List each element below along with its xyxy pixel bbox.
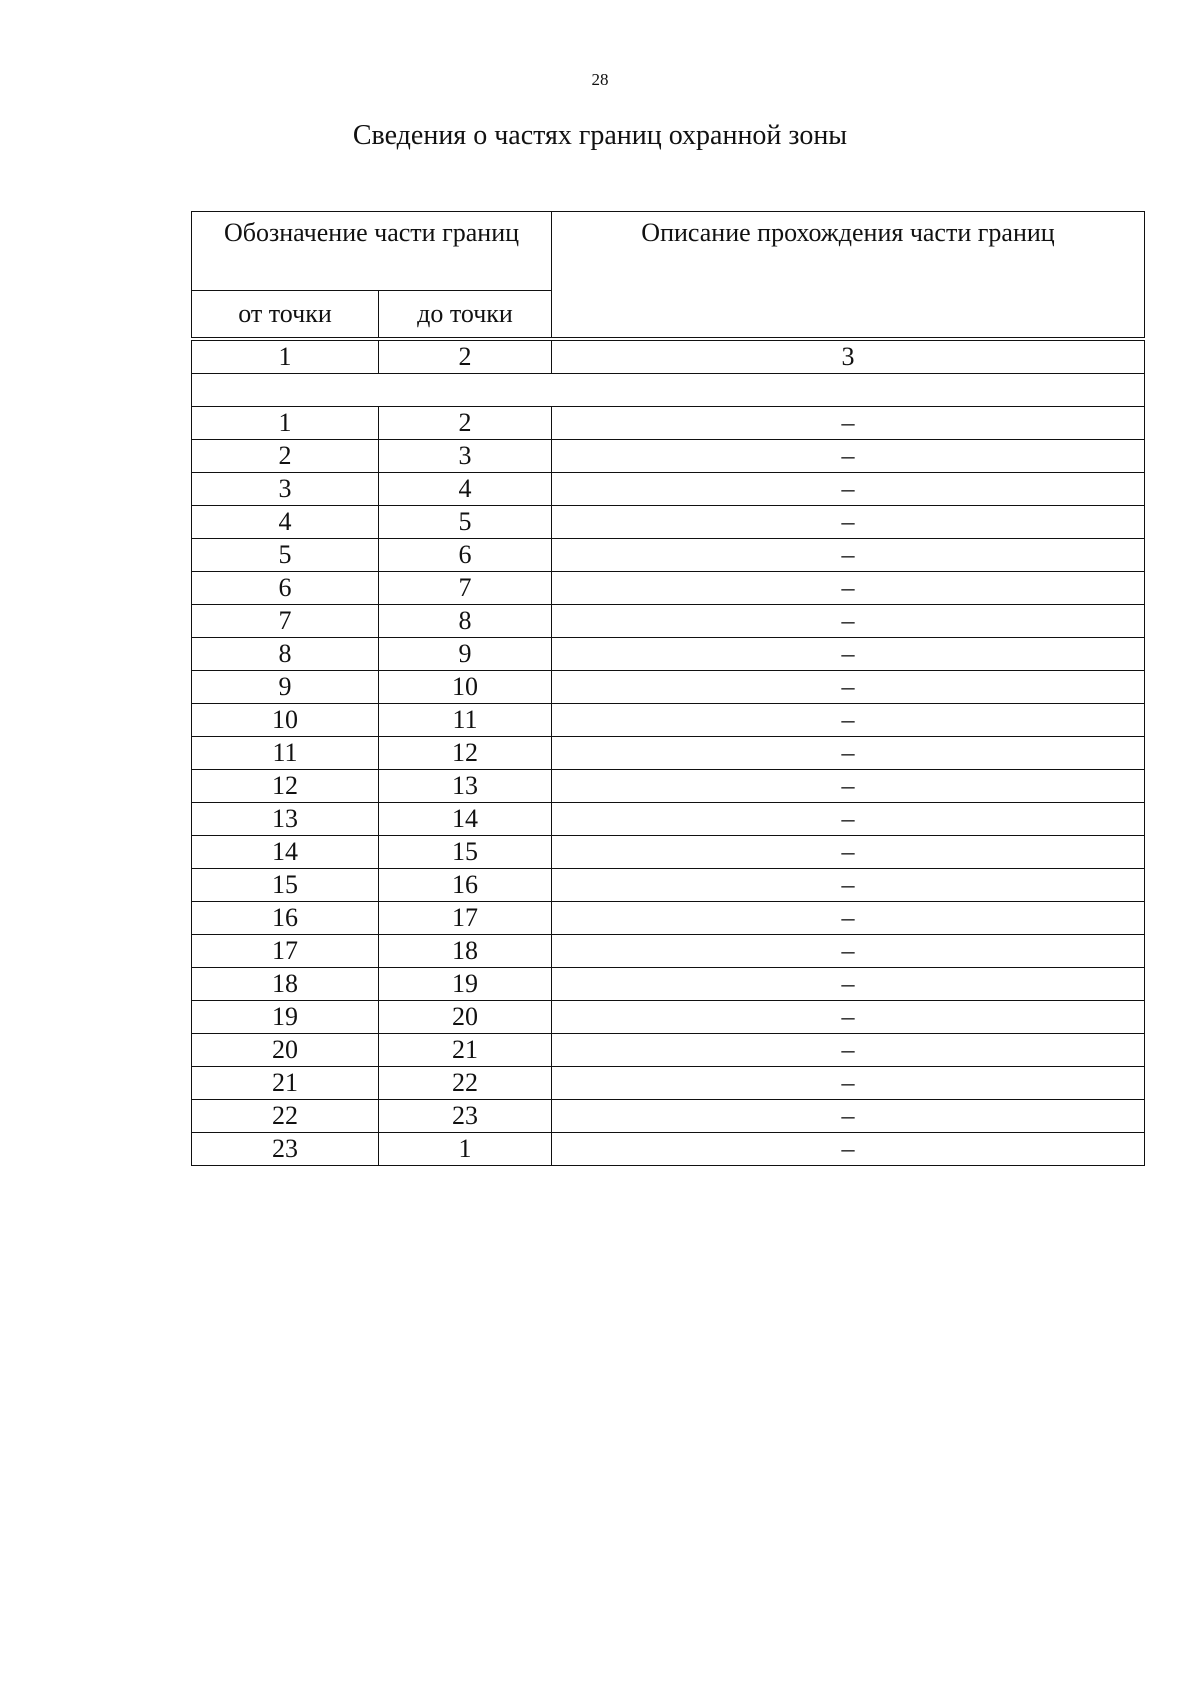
table-row [192, 407, 1145, 440]
table-row [192, 836, 1145, 869]
cell-description: – [552, 605, 1145, 638]
table-row [192, 638, 1145, 671]
cell-to: 14 [379, 803, 552, 836]
header-from-point: от точки [192, 291, 379, 338]
cell-description: – [552, 407, 1145, 440]
table-row [192, 572, 1145, 605]
header-boundary-description: Описание прохождения части границ [552, 212, 1145, 338]
cell-description: – [552, 1001, 1145, 1034]
table-row [192, 1133, 1145, 1166]
page-number: 28 [591, 70, 609, 89]
cell-from: 4 [192, 506, 379, 539]
cell-description: – [552, 869, 1145, 902]
cell-description: – [552, 1067, 1145, 1100]
cell-to: 13 [379, 770, 552, 803]
column-number: 1 [192, 341, 379, 374]
cell-description: – [552, 803, 1145, 836]
table-header-row [192, 212, 1145, 291]
cell-to: 5 [379, 506, 552, 539]
column-number: 3 [552, 341, 1145, 374]
cell-description: – [552, 1034, 1145, 1067]
cell-from: 6 [192, 572, 379, 605]
cell-to: 22 [379, 1067, 552, 1100]
cell-from: 16 [192, 902, 379, 935]
table-row [192, 539, 1145, 572]
cell-to: 10 [379, 671, 552, 704]
header-boundary-designation: Обозначение части границ [192, 212, 552, 291]
cell-to: 4 [379, 473, 552, 506]
cell-to: 8 [379, 605, 552, 638]
cell-to: 18 [379, 935, 552, 968]
table-row [192, 473, 1145, 506]
cell-description: – [552, 473, 1145, 506]
cell-to: 7 [379, 572, 552, 605]
cell-to: 23 [379, 1100, 552, 1133]
cell-description: – [552, 968, 1145, 1001]
cell-description: – [552, 506, 1145, 539]
cell-from: 11 [192, 737, 379, 770]
cell-from: 13 [192, 803, 379, 836]
cell-from: 7 [192, 605, 379, 638]
cell-from: 2 [192, 440, 379, 473]
table-row [192, 506, 1145, 539]
cell-from: 10 [192, 704, 379, 737]
cell-from: 8 [192, 638, 379, 671]
document-title: Сведения о частях границ охранной зоны [352, 120, 848, 151]
cell-description: – [552, 935, 1145, 968]
cell-description: – [552, 1100, 1145, 1133]
cell-description: – [552, 902, 1145, 935]
cell-from: 18 [192, 968, 379, 1001]
cell-to: 12 [379, 737, 552, 770]
table-row [192, 1001, 1145, 1034]
cell-description: – [552, 638, 1145, 671]
cell-to: 1 [379, 1133, 552, 1166]
table-row [192, 1067, 1145, 1100]
table-row [192, 1034, 1145, 1067]
section-label [192, 374, 1145, 407]
table-row [192, 902, 1145, 935]
table-row [192, 605, 1145, 638]
cell-to: 3 [379, 440, 552, 473]
header-to-point: до точки [379, 291, 552, 338]
cell-from: 3 [192, 473, 379, 506]
table-row [192, 440, 1145, 473]
table-row [192, 869, 1145, 902]
table-row [192, 671, 1145, 704]
cell-to: 17 [379, 902, 552, 935]
cell-to: 6 [379, 539, 552, 572]
table-row [192, 737, 1145, 770]
table-row [192, 1100, 1145, 1133]
cell-from: 21 [192, 1067, 379, 1100]
cell-from: 14 [192, 836, 379, 869]
section-row [192, 374, 1145, 407]
cell-from: 22 [192, 1100, 379, 1133]
cell-description: – [552, 440, 1145, 473]
cell-from: 19 [192, 1001, 379, 1034]
cell-to: 20 [379, 1001, 552, 1034]
cell-description: – [552, 770, 1145, 803]
cell-from: 23 [192, 1133, 379, 1166]
cell-to: 11 [379, 704, 552, 737]
cell-from: 12 [192, 770, 379, 803]
cell-from: 5 [192, 539, 379, 572]
cell-to: 15 [379, 836, 552, 869]
cell-to: 16 [379, 869, 552, 902]
cell-description: – [552, 704, 1145, 737]
cell-from: 15 [192, 869, 379, 902]
boundary-parts-table [191, 211, 1145, 1166]
cell-description: – [552, 836, 1145, 869]
cell-from: 17 [192, 935, 379, 968]
cell-description: – [552, 1133, 1145, 1166]
cell-from: 20 [192, 1034, 379, 1067]
cell-description: – [552, 539, 1145, 572]
table-row [192, 770, 1145, 803]
cell-to: 19 [379, 968, 552, 1001]
cell-from: 1 [192, 407, 379, 440]
table-row [192, 968, 1145, 1001]
cell-to: 9 [379, 638, 552, 671]
cell-description: – [552, 737, 1145, 770]
cell-from: 9 [192, 671, 379, 704]
cell-description: – [552, 572, 1145, 605]
table-row [192, 803, 1145, 836]
cell-to: 21 [379, 1034, 552, 1067]
table-row [192, 935, 1145, 968]
column-number: 2 [379, 341, 552, 374]
table-row [192, 704, 1145, 737]
column-number-row [192, 341, 1145, 374]
cell-description: – [552, 671, 1145, 704]
cell-to: 2 [379, 407, 552, 440]
